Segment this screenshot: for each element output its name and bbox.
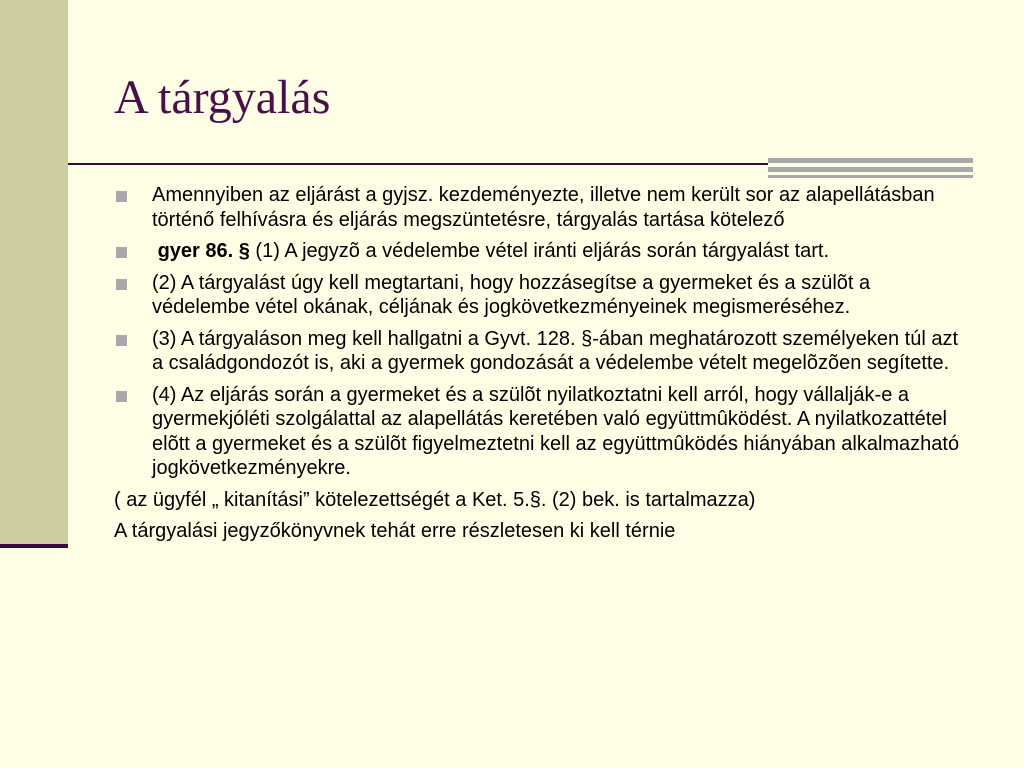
left-bottom-rule <box>0 544 68 548</box>
bullet-item <box>114 183 966 232</box>
accent-bar-top <box>768 158 973 163</box>
bullet-text: (3) A tárgyaláson meg kell hallgatni a Gyvt. 128. §-ában meghatározott személyeken túl azt a családgondozót is, aki a gyermek gondozását a védelembe vételt megelõzõen segítette. <box>152 327 958 374</box>
slide-title: A tárgyalás <box>114 71 331 124</box>
square-bullet-icon <box>116 391 127 402</box>
law-reference: gyer 86. § <box>157 240 250 262</box>
accent-bar-bottom <box>768 175 973 178</box>
bullet-text: Amennyiben az eljárást a gyjsz. kezdeményezte, illetve nem került sor az alapellátásban történő felhívásra és eljárás megszüntetésre, tárgyalás tartása kötelező <box>152 184 935 231</box>
title-underline-rule <box>68 163 768 165</box>
square-bullet-icon <box>116 247 127 258</box>
square-bullet-icon <box>116 191 127 202</box>
note-line: ( az ügyfél „ kitanítási” kötelezettségét a Ket. 5.§. (2) bek. is tartalmazza) <box>114 488 756 511</box>
bullet-text: (2) A tárgyalást úgy kell megtartani, hogy hozzásegítse a gyermeket és a szülõt a védelembe vétel okának, céljának és jogkövetkezményeinek megismeréséhez. <box>152 271 871 318</box>
note-line: A tárgyalási jegyzőkönyvnek tehát erre részletesen ki kell térnie <box>114 520 676 542</box>
bullet-text: (4) Az eljárás során a gyermeket és a szülõt nyilatkoztatni kell arról, hogy vállalják-e a gyermekjóléti szolgálattal az alapellátás keretében való együttmûködést. A nyilatkozattétel elõtt a gyermeket és a szülõt figyelmeztetni kell az együttmûködés hiányában alkalmazható jogkövetkezményekre. <box>152 383 960 479</box>
slide-body <box>114 183 966 551</box>
bullet-text: (1) A jegyzõ a védelembe vétel iránti eljárás során tárgyalást tart. <box>249 240 830 262</box>
bullet-item <box>114 327 966 376</box>
left-decorative-band <box>0 0 68 545</box>
square-bullet-icon <box>116 279 127 290</box>
square-bullet-icon <box>116 335 127 346</box>
bullet-item <box>114 271 966 320</box>
bullet-item <box>114 383 966 481</box>
accent-bar-middle <box>768 167 973 172</box>
bullet-item <box>114 239 966 264</box>
